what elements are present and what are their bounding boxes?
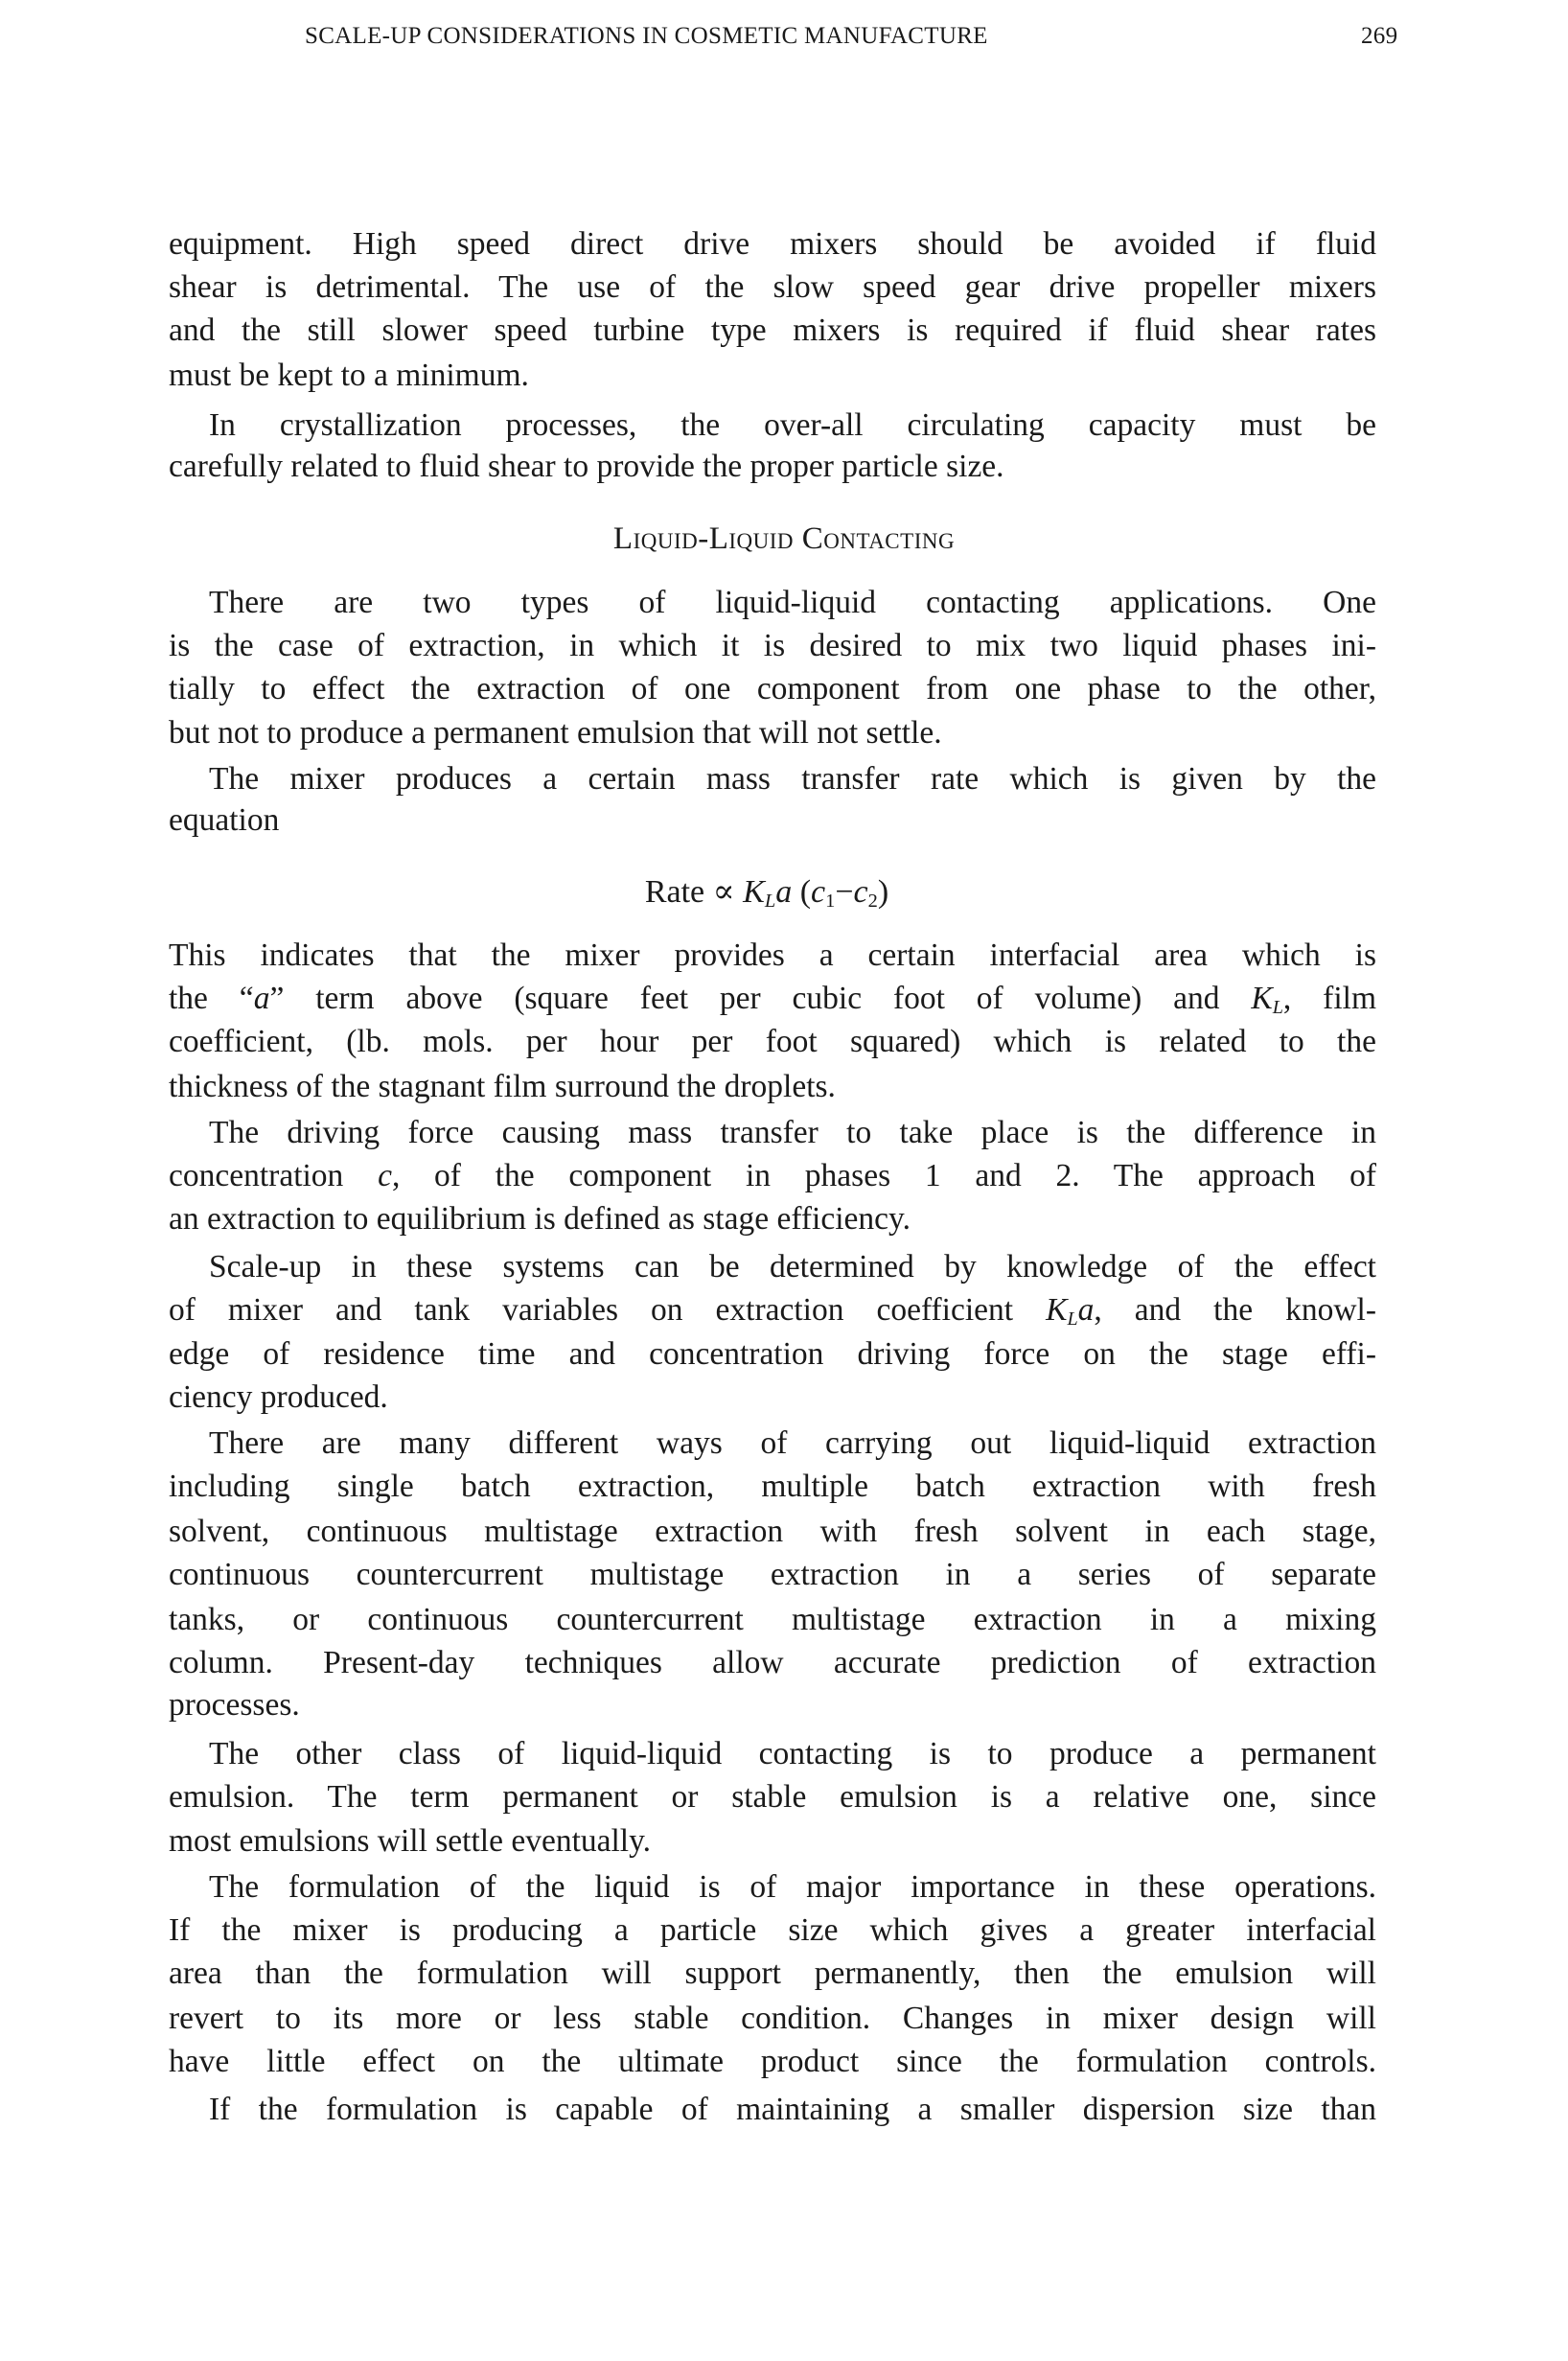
text-line: have little effect on the ultimate product since the formulation controls. [169,2044,1376,2079]
text-run: the “ [169,981,254,1016]
text-line: area than the formulation will support permanently, then the emulsion will [169,1956,1376,1991]
subscript [868,891,878,912]
italic-symbol: L [1067,1308,1078,1331]
text-line: thickness of the stagnant film surround the droplets. [169,1069,836,1104]
section-heading: Liquid-Liquid Contacting [612,521,956,556]
subscript [1067,1308,1077,1330]
text-line: tially to effect the extraction of one component from one phase to the other, [169,671,1376,706]
text-line: There are many different ways of carrying out liquid-liquid extraction [209,1425,1376,1461]
text-line: In crystallization processes, the over-all circulating capacity must be [209,407,1376,443]
italic-symbol: c [853,874,868,910]
italic-symbol: K [743,874,765,910]
subscript [825,891,835,912]
text-line: tanks, or continuous countercurrent multistage extraction in a mixing [169,1602,1376,1637]
italic-symbol: K [1046,1292,1068,1328]
italic-symbol: L [1272,997,1283,1019]
text-line [169,1154,1376,1198]
text-line: There are two types of liquid-liquid contacting applications. One [209,585,1376,620]
text-line [169,977,1376,1021]
text-run: , and the knowl- [1094,1292,1376,1328]
text-run: 1 [825,891,836,913]
text-run: ) [877,874,889,910]
subscript [1273,997,1283,1018]
text-line: including single batch extraction, multiple batch extraction with fresh [169,1469,1376,1504]
text-line: carefully related to fluid shear to provide the proper particle size. [169,449,1004,484]
text-run: ( [792,874,812,910]
italic-symbol: c [811,874,826,910]
text-line: If the formulation is capable of maintaining a smaller dispersion size than [209,2092,1376,2127]
text-run: concentration [169,1158,379,1193]
text-line: most emulsions will settle eventually. [169,1823,652,1859]
text-line: equipment. High speed direct drive mixers should be avoided if fluid [169,226,1376,262]
text-run: Rate ∝ [644,874,744,910]
text-line: The driving force causing mass transfer to take place is the difference in [209,1115,1376,1150]
text-run: − [835,874,854,910]
text-line [169,1288,1376,1332]
text-run: 2 [867,891,878,913]
italic-symbol: L [764,891,776,913]
text-line: revert to its more or less stable condition. Changes in mixer design will [169,2001,1376,2036]
equation [0,872,1533,911]
text-run: ” term above (square feet per cubic foot of volume) and [269,981,1252,1016]
text-line: and the still slower speed turbine type mixers is required if fluid shear rates [169,312,1376,348]
text-line: shear is detrimental. The use of the slow speed gear drive propeller mixers [169,269,1376,305]
text-line: The formulation of the liquid is of major importance in these operations. [209,1869,1376,1905]
italic-symbol: a [775,874,793,910]
text-line: This indicates that the mixer provides a certain interfacial area which is [169,937,1376,973]
text-run: , film [1282,981,1376,1016]
text-run: , of the component in phases 1 and 2. The approach of [391,1158,1376,1193]
text-line: processes. [169,1687,300,1723]
text-line: coefficient, (lb. mols. per hour per foot squared) which is related to the [169,1024,1376,1059]
text-line: an extraction to equilibrium is defined as stage efficiency. [169,1201,911,1237]
italic-symbol: c [378,1158,392,1193]
text-line: solvent, continuous multistage extraction with fresh solvent in each stage, [169,1514,1376,1549]
text-line: emulsion. The term permanent or stable emulsion is a relative one, since [169,1779,1376,1815]
text-line: continuous countercurrent multistage extraction in a series of separate [169,1557,1376,1592]
text-line: Scale-up in these systems can be determined by knowledge of the effect [209,1249,1376,1285]
text-line: The other class of liquid-liquid contacting is to produce a permanent [209,1736,1376,1771]
running-head: SCALE-UP CONSIDERATIONS IN COSMETIC MANUFACTURE [305,23,988,49]
text-line: is the case of extraction, in which it is desired to mix two liquid phases ini- [169,628,1376,663]
subscript [765,891,775,912]
page-number: 269 [1361,23,1398,49]
text-line: The mixer produces a certain mass transfer rate which is given by the [209,761,1376,797]
text-line: If the mixer is producing a particle size which gives a greater interfacial [169,1912,1376,1948]
text-line: ciency produced. [169,1379,388,1415]
italic-symbol: a [1077,1292,1095,1328]
italic-symbol: a [253,981,270,1016]
text-line: equation [169,802,280,838]
italic-symbol: K [1251,981,1273,1016]
text-line: edge of residence time and concentration driving force on the stage effi- [169,1336,1376,1372]
text-run: of mixer and tank variables on extraction coefficient [169,1292,1047,1328]
text-line: must be kept to a minimum. [169,358,529,393]
text-line: column. Present-day techniques allow accurate prediction of extraction [169,1645,1376,1680]
text-line: but not to produce a permanent emulsion that will not settle. [169,715,942,751]
